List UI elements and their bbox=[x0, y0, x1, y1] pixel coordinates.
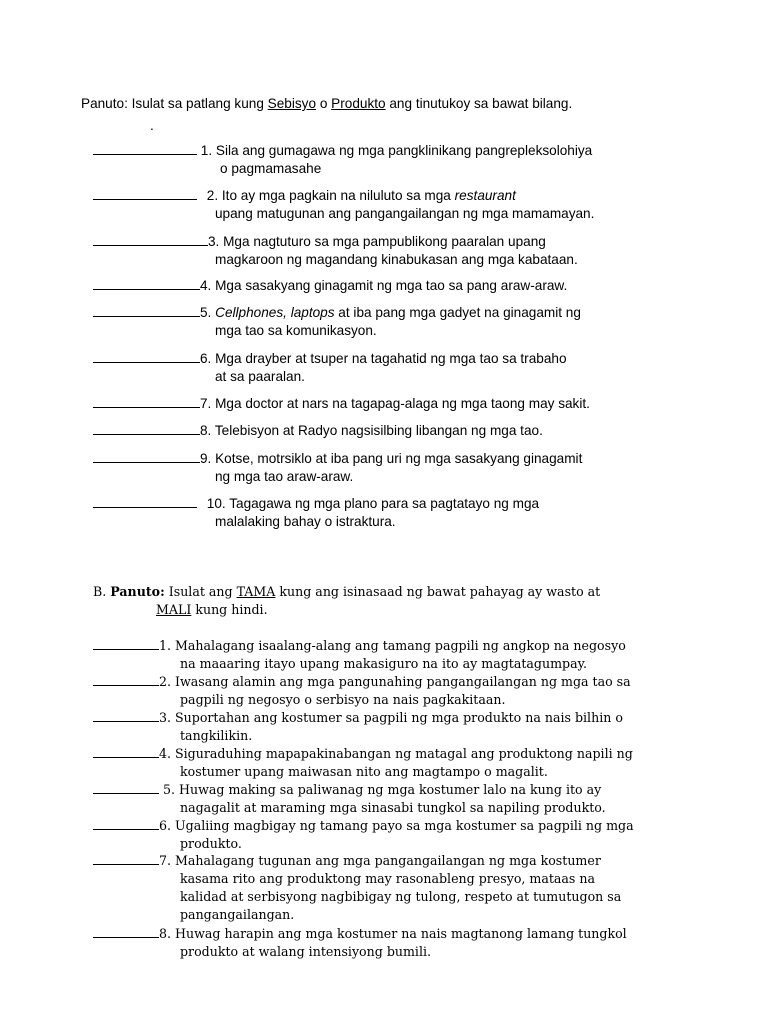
part-b-item-6 bbox=[93, 817, 673, 853]
item-text: 7. Mga doctor at nars na tagapag-alaga ng mga taong may sakit. bbox=[200, 396, 590, 411]
answer-blank[interactable] bbox=[93, 673, 159, 686]
item-text: 6. Ugaliing magbigay ng tamang payo sa mga kostumer sa pagpili ng mga bbox=[159, 818, 634, 833]
item-text: 3. Suportahan ang kostumer sa pagpili ng mga produkto na nais bilhin o bbox=[159, 710, 623, 725]
item-text-continued: malalaking bahay o istraktura. bbox=[215, 513, 396, 529]
item-text: 2. Iwasang alamin ang mga pangunahing pangangailangan ng mga tao sa bbox=[159, 674, 631, 689]
item-text-continued: nagagalit at maraming mga sinasabi tungkol sa napiling produkto. bbox=[180, 800, 606, 815]
part-a-instruction bbox=[81, 96, 572, 111]
item-text-continued: ng mga tao araw-araw. bbox=[215, 468, 354, 484]
part-b-item-8 bbox=[93, 925, 673, 961]
item-text: 8. Huwag harapin ang mga kostumer na nais magtanong lamang tungkol bbox=[159, 926, 627, 941]
part-a-item-7 bbox=[93, 395, 675, 413]
part-b-item-5 bbox=[93, 781, 673, 817]
part-a-item-1 bbox=[93, 142, 675, 177]
stray-dot: . bbox=[150, 118, 154, 133]
answer-blank[interactable] bbox=[93, 709, 159, 722]
item-text: 6. Mga drayber at tsuper na tagahatid ng mga tao sa trabaho bbox=[200, 351, 567, 366]
answer-blank[interactable] bbox=[93, 817, 159, 830]
item-text-continued: o pagmamasahe bbox=[220, 160, 322, 176]
item-text-continued: tangkilikin. bbox=[180, 728, 253, 743]
item-text-continued: produkto at walang intensiyong bumili. bbox=[180, 944, 432, 959]
item-text-continued: na maaaring itayo upang makasiguro na ito ay magtatagumpay. bbox=[180, 656, 588, 671]
part-b-item-1 bbox=[93, 637, 673, 673]
panuto-label: Panuto: bbox=[110, 584, 165, 599]
part-a-item-8 bbox=[93, 422, 675, 440]
item-text: 8. Telebisyon at Radyo nagsisilbing libangan ng mga tao. bbox=[200, 423, 543, 438]
item-text-continued: magkaroon ng magandang kinabukasan ang mga kabataan. bbox=[215, 251, 578, 267]
item-text: 10. Tagagawa ng mga plano para sa pagtatayo ng mga bbox=[206, 496, 540, 511]
instruction-prefix: Panuto: Isulat sa patlang kung bbox=[81, 96, 268, 111]
instruction-text: kung hindi. bbox=[191, 602, 268, 617]
answer-blank[interactable] bbox=[93, 852, 159, 865]
instruction-or: o bbox=[316, 96, 332, 111]
part-b-item-7 bbox=[93, 852, 673, 924]
answer-blank[interactable] bbox=[93, 395, 200, 408]
part-a-item-10 bbox=[93, 495, 675, 530]
answer-blank[interactable] bbox=[93, 745, 159, 758]
item-text: 1. Mahalagang isaalang-alang ang tamang pagpili ng angkop na negosyo bbox=[159, 638, 626, 653]
part-a-item-4 bbox=[93, 277, 675, 295]
item-text-continued: kostumer upang maiwasan nito ang magtampo o magalit. bbox=[180, 764, 548, 779]
item-text: 4. Siguraduhing mapapakinabangan ng matagal ang produktong napili ng bbox=[159, 746, 633, 761]
item-text: 2. Ito ay mga pagkain na niluluto sa mga bbox=[206, 188, 455, 203]
item-text-continued: mga tao sa komunikasyon. bbox=[215, 322, 377, 338]
part-a-item-2 bbox=[93, 187, 675, 222]
item-text: 3. Mga nagtuturo sa mga pampublikong paaralan upang bbox=[208, 234, 546, 249]
answer-blank[interactable] bbox=[93, 350, 200, 363]
instruction-suffix: ang tinutukoy sa bawat bilang. bbox=[385, 96, 573, 111]
item-text: 9. Kotse, motrsiklo at iba pang uri ng mga sasakyang ginagamit bbox=[200, 451, 583, 466]
answer-blank[interactable] bbox=[93, 422, 200, 435]
answer-blank[interactable] bbox=[93, 637, 159, 650]
answer-blank[interactable] bbox=[93, 925, 159, 938]
item-text-continued: pangangailangan. bbox=[180, 907, 295, 922]
item-text: 5. Huwag making sa paliwanag ng mga kostumer lalo na kung ito ay bbox=[159, 782, 602, 797]
item-text-continued: produkto. bbox=[180, 836, 242, 851]
item-text-italic: restaurant bbox=[454, 188, 516, 203]
item-text-continued: kalidad at serbisyong nagbibigay ng tulong, respeto at tumutugon sa bbox=[180, 889, 622, 904]
part-b-instruction bbox=[93, 583, 653, 619]
item-text: at iba pang mga gadyet na ginagamit ng bbox=[334, 305, 581, 320]
answer-blank[interactable] bbox=[93, 187, 197, 200]
item-text: 1. Sila ang gumagawa ng mga pangklinikang pangrepleksolohiya bbox=[200, 143, 593, 158]
part-b-item-3 bbox=[93, 709, 673, 745]
keyword-tama: TAMA bbox=[236, 584, 276, 599]
part-a-item-9 bbox=[93, 450, 675, 485]
item-text-continued: upang matugunan ang pangangailangan ng mga mamamayan. bbox=[215, 205, 595, 221]
item-text-italic: Cellphones, laptops bbox=[215, 305, 335, 320]
answer-blank[interactable] bbox=[93, 142, 197, 155]
item-text-continued: kasama rito ang produktong may rasonableng presyo, mataas na bbox=[180, 871, 596, 886]
section-letter: B. bbox=[93, 584, 111, 599]
answer-blank[interactable] bbox=[93, 233, 208, 246]
part-b-item-4 bbox=[93, 745, 673, 781]
answer-blank[interactable] bbox=[93, 781, 159, 794]
item-number: 5. bbox=[200, 305, 216, 320]
item-text: 7. Mahalagang tugunan ang mga pangangailangan ng mga kostumer bbox=[159, 853, 601, 868]
item-text-continued: pagpili ng negosyo o serbisyo na nais pagkakitaan. bbox=[180, 692, 506, 707]
answer-blank[interactable] bbox=[93, 450, 200, 463]
part-a-item-6 bbox=[93, 350, 675, 385]
instruction-text: Isulat ang bbox=[164, 584, 237, 599]
part-b-item-2 bbox=[93, 673, 673, 709]
keyword-produkto: Produkto bbox=[331, 96, 386, 111]
answer-blank[interactable] bbox=[93, 495, 197, 508]
item-text: 4. Mga sasakyang ginagamit ng mga tao sa pang araw-araw. bbox=[200, 278, 568, 293]
answer-blank[interactable] bbox=[93, 304, 200, 317]
instruction-text: kung ang isinasaad ng bawat pahayag ay wasto at bbox=[275, 584, 601, 599]
keyword-mali: MALI bbox=[156, 602, 192, 617]
keyword-sebisyo: Sebisyo bbox=[267, 96, 317, 111]
item-text-continued: at sa paaralan. bbox=[215, 368, 305, 384]
answer-blank[interactable] bbox=[93, 277, 200, 290]
part-a-item-3 bbox=[93, 233, 675, 268]
part-a-item-5 bbox=[93, 304, 675, 339]
